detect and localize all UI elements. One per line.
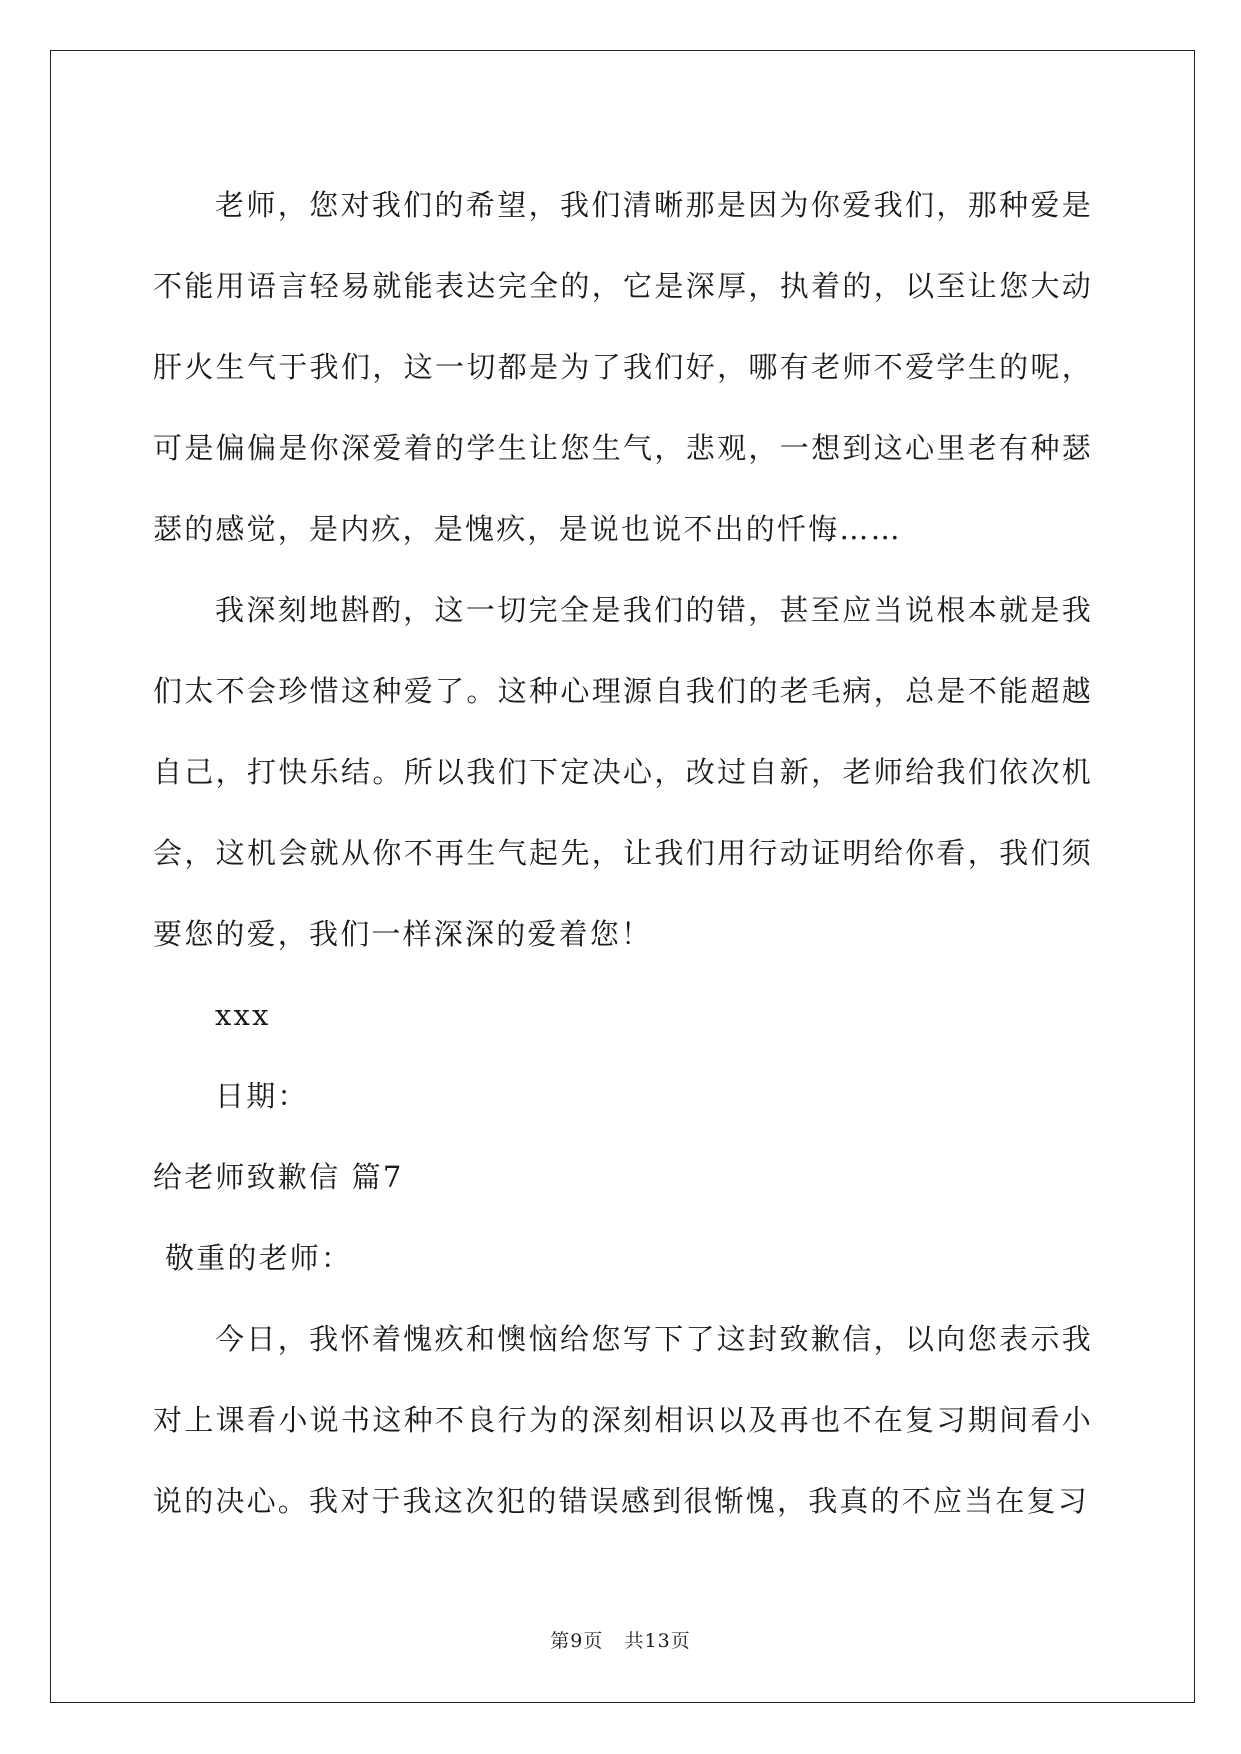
page-total: 共13页 — [624, 1630, 691, 1652]
page-footer — [0, 1626, 1241, 1653]
page-current: 第9页 — [550, 1630, 604, 1652]
paragraph-1: 老师，您对我们的希望，我们清晰那是因为你爱我们，那种爱是不能用语言轻易就能表达完全的，它是深厚，执着的，以至让您大动肝火生气于我们，这一切都是为了我们好，哪有老师不爱学生的呢，可是偏偏是你深爱着的学生让您生气，悲观，一想到这心里老有种瑟瑟的感觉，是内疚，是愧疚，是说也说不出的忏悔…… — [153, 188, 1093, 546]
date-label: 日期： — [215, 1079, 309, 1113]
section-title: 给老师致歉信 篇7 — [153, 1160, 404, 1194]
paragraph-3: 今日，我怀着愧疚和懊恼给您写下了这封致歉信，以向您表示我对上课看小说书这种不良行为的深刻相识以及再也不在复习期间看小说的决心。我对于我这次犯的错误感到很惭愧，我真的不应当在复习 — [153, 1322, 1093, 1518]
salutation: 敬重的老师： — [165, 1241, 353, 1275]
document-body — [153, 165, 1093, 1542]
signature: xxx — [215, 998, 271, 1032]
paragraph-2: 我深刻地斟酌，这一切完全是我们的错，甚至应当说根本就是我们太不会珍惜这种爱了。这种心理源自我们的老毛病，总是不能超越自己，打快乐结。所以我们下定决心，改过自新，老师给我们依次机会，这机会就从你不再生气起先，让我们用行动证明给你看，我们须要您的爱，我们一样深深的爱着您！ — [153, 593, 1093, 951]
